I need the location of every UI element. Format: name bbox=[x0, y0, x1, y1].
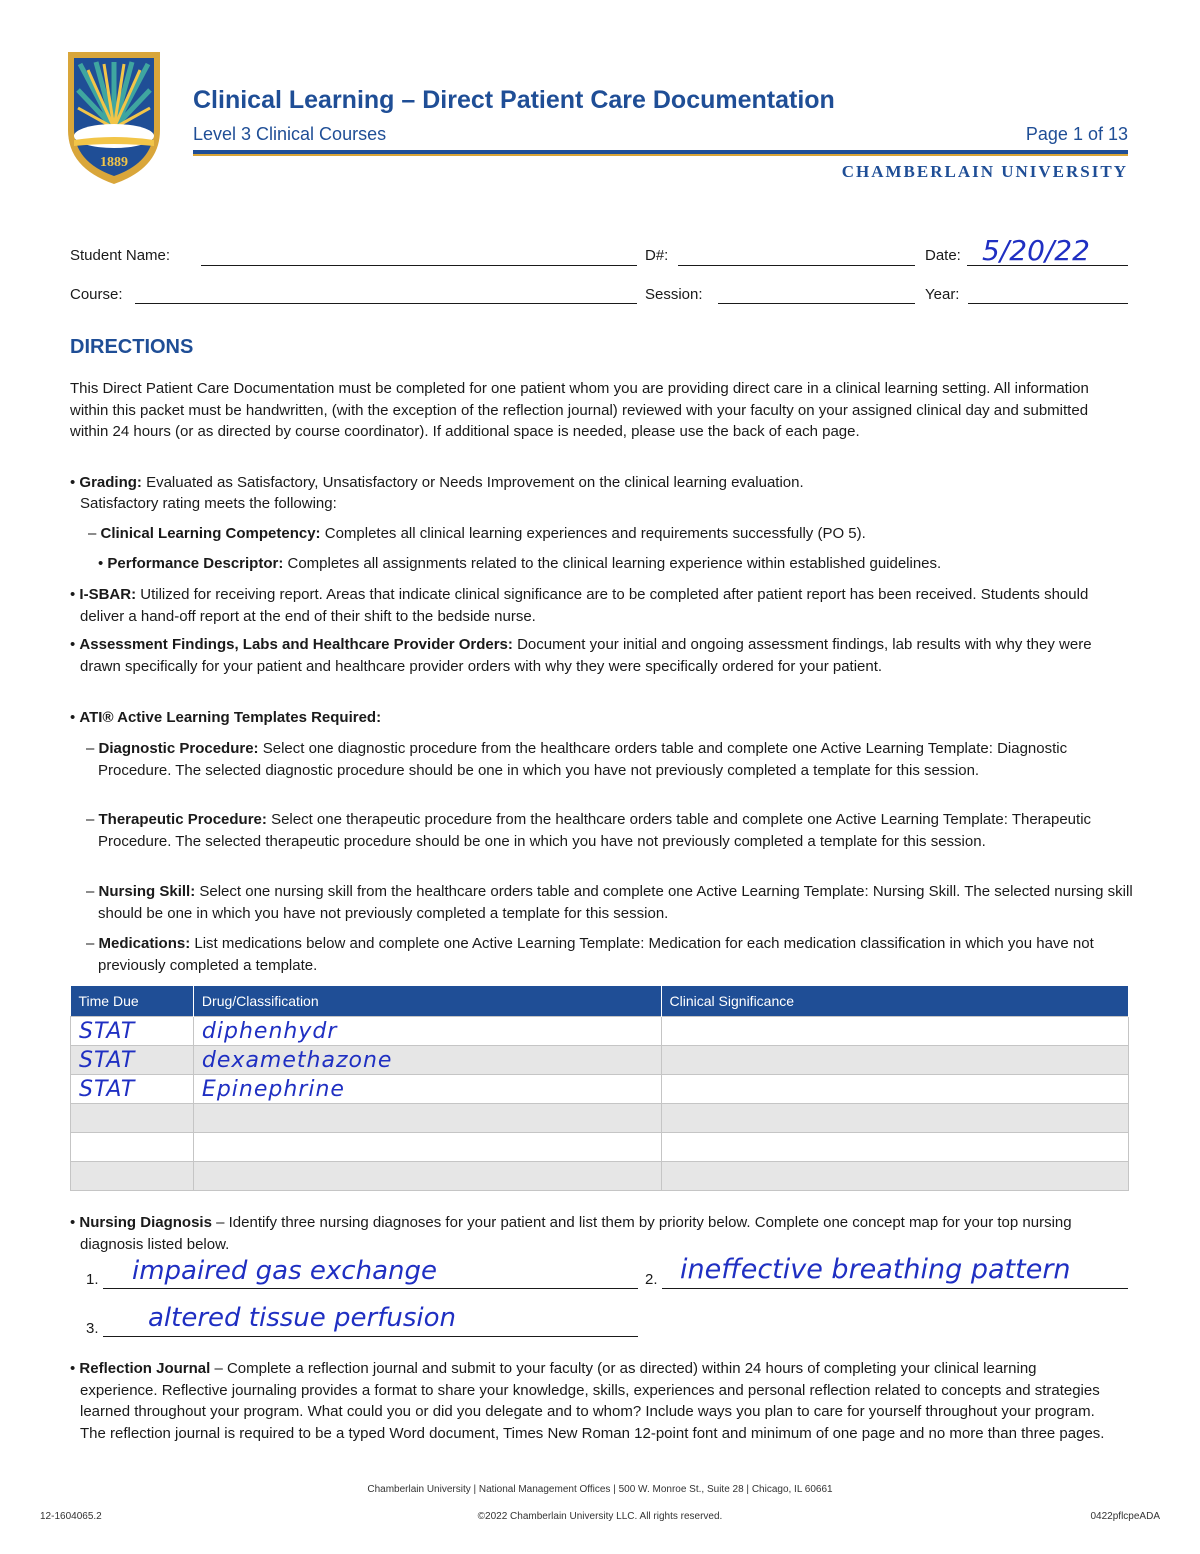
medication-table bbox=[70, 986, 1129, 1191]
diagnosis-2-value: ineffective breathing pattern bbox=[680, 1254, 1071, 1285]
diagnostic-text: Select one diagnostic procedure from the healthcare orders table and complete one Active Learning Template: Diagnostic Procedure. The selected diagnostic procedure should be one in which you have not previously completed a template for this session. bbox=[98, 740, 1068, 779]
table-row bbox=[71, 1133, 1129, 1162]
significance-cell[interactable] bbox=[661, 1017, 1128, 1046]
diagnosis-number-1: 1. bbox=[86, 1271, 99, 1288]
footer-copyright: ©2022 Chamberlain University LLC. All rights reserved. bbox=[477, 1511, 723, 1522]
session-label: Session: bbox=[645, 286, 703, 303]
diagnosis-3-value: altered tissue perfusion bbox=[148, 1303, 457, 1333]
significance-cell[interactable] bbox=[661, 1133, 1128, 1162]
table-row bbox=[71, 1075, 1129, 1104]
date-label: Date: bbox=[925, 247, 961, 264]
directions-heading: DIRECTIONS bbox=[70, 336, 194, 358]
table-header-row bbox=[71, 986, 1129, 1017]
d-number-label: D#: bbox=[645, 247, 669, 264]
diagnosis-1-value: impaired gas exchange bbox=[132, 1256, 437, 1286]
page-number: Page 1 of 13 bbox=[1025, 124, 1128, 144]
significance-cell[interactable] bbox=[661, 1075, 1128, 1104]
reflection-text: – Complete a reflection journal and submit to your faculty (or as directed) within 24 hours of completing your clinical learning experience. Reflective journaling provides a format to share your knowledge, skills, experiences and personal reflection related to concepts and strategies learned throughout your program. What could you or did you delegate and to whom? Include ways you plan to care for yourself throughout your program. The reflection journal is required to be a typed Word document, Times New Roman 12-point font and minimum of one page and no more than three pages. bbox=[80, 1360, 1105, 1442]
time-due-cell[interactable]: STAT bbox=[71, 1075, 194, 1104]
table-row bbox=[71, 1104, 1129, 1133]
course-field[interactable] bbox=[135, 303, 637, 304]
diagnostic-label: Diagnostic Procedure: bbox=[98, 740, 259, 757]
significance-cell[interactable] bbox=[661, 1046, 1128, 1075]
therapeutic-item: – Therapeutic Procedure: Select one therapeutic procedure from the healthcare orders table and complete one Active Learning Template: Therapeutic Procedure. The selected therapeutic procedure should be one in which you have not previously completed a template for this session. bbox=[86, 811, 1092, 850]
nursing-diagnosis-item: • Nursing Diagnosis – Identify three nursing diagnoses for your patient and list them by priority below. Complete one concept map for your top nursing diagnosis listed below. bbox=[70, 1214, 1072, 1253]
therapeutic-text: Select one therapeutic procedure from the healthcare orders table and complete one Active Learning Template: Therapeutic Procedure. The selected therapeutic procedure should be one in which you have not previously completed a template for this session. bbox=[98, 811, 1092, 850]
medications-item: – Medications: List medications below and complete one Active Learning Template: Medication for each medication classification in which you have not previously completed a template. bbox=[86, 935, 1094, 974]
d-number-field[interactable] bbox=[678, 265, 915, 266]
col-header-drug: Drug/Classification bbox=[193, 986, 661, 1017]
significance-cell[interactable] bbox=[661, 1162, 1128, 1191]
significance-cell[interactable] bbox=[661, 1104, 1128, 1133]
logo-year: 1889 bbox=[100, 155, 128, 170]
nursing-diagnosis-label: Nursing Diagnosis bbox=[79, 1214, 212, 1231]
time-due-cell[interactable]: STAT bbox=[71, 1017, 194, 1046]
footer-code: 12-1604065.2 bbox=[40, 1511, 102, 1522]
university-wordmark: CHAMBERLAIN UNIVERSITY bbox=[841, 162, 1128, 181]
course-label: Course: bbox=[70, 286, 123, 303]
medications-label: Medications: bbox=[98, 935, 191, 952]
therapeutic-label: Therapeutic Procedure: bbox=[98, 811, 267, 828]
isbar-label: I-SBAR: bbox=[79, 586, 137, 603]
drug-cell[interactable]: diphenhydr bbox=[193, 1017, 661, 1046]
isbar-item: • I-SBAR: Utilized for receiving report. Areas that indicate clinical significance are to be completed after patient report has been received. Students should deliver a hand-off report at the end of their shift to the bedside nurse. bbox=[70, 586, 1089, 625]
reflection-label: Reflection Journal bbox=[79, 1360, 211, 1377]
footer-address: Chamberlain University | National Management Offices | 500 W. Monroe St., Suite 28 | Chicago, IL 60661 bbox=[367, 1484, 833, 1495]
time-due-cell[interactable] bbox=[71, 1162, 194, 1191]
medications-text: List medications below and complete one Active Learning Template: Medication for each medication classification in which you have not previously completed a template. bbox=[98, 935, 1094, 974]
nursing-diagnosis-text: – Identify three nursing diagnoses for your patient and list them by priority below. Complete one concept map for your top nursing diagnosis listed below. bbox=[80, 1214, 1072, 1253]
year-label: Year: bbox=[925, 286, 960, 303]
assessment-text: Document your initial and ongoing assessment findings, lab results with why they were drawn specifically for your patient and healthcare provider orders with why they were specifically ordered for your patient. bbox=[80, 636, 1092, 675]
chamberlain-shield-logo bbox=[66, 50, 162, 186]
directions-intro: This Direct Patient Care Documentation must be completed for one patient whom you are providing direct care in a clinical learning setting. All information within this packet must be handwritten, (with the exception of the reflection journal) reviewed with your faculty on your assigned clinical day and submitted within 24 hours (or as directed by course coordinator). If additional space is needed, please use the back of each page. bbox=[70, 380, 1089, 440]
diagnosis-number-3: 3. bbox=[86, 1320, 99, 1337]
col-header-significance: Clinical Significance bbox=[661, 986, 1128, 1017]
nursing-skill-label: Nursing Skill: bbox=[98, 883, 196, 900]
drug-cell[interactable]: Epinephrine bbox=[193, 1075, 661, 1104]
assessment-item: • Assessment Findings, Labs and Healthcare Provider Orders: Document your initial and ongoing assessment findings, lab results with why they were drawn specifically for your patient and healthcare provider orders with why they were specifically ordered for your patient. bbox=[70, 636, 1092, 675]
page-title: Clinical Learning – Direct Patient Care Documentation bbox=[193, 86, 835, 114]
grading-text-2: Satisfactory rating meets the following: bbox=[80, 495, 337, 512]
nursing-skill-text: Select one nursing skill from the healthcare orders table and complete one Active Learning Template: Nursing Skill. The selected nursing skill should be one in which you have not previously completed a template for this session. bbox=[98, 883, 1133, 922]
session-field[interactable] bbox=[718, 303, 915, 304]
reflection-journal-item: • Reflection Journal – Complete a reflection journal and submit to your faculty (or as directed) within 24 hours of completing your clinical learning experience. Reflective journaling provides a format to share your knowledge, skills, experiences and personal reflection related to concepts and strategies learned throughout your program. What could you or did you delegate and to whom? Include ways you plan to care for yourself throughout your program. The reflection journal is required to be a typed Word document, Times New Roman 12-point font and minimum of one page and no more than three pages. bbox=[70, 1360, 1105, 1442]
diagnosis-2-line[interactable] bbox=[662, 1288, 1128, 1289]
student-name-field[interactable] bbox=[201, 265, 637, 266]
date-value: 5/20/22 bbox=[982, 234, 1090, 267]
descriptor-label: Performance Descriptor: bbox=[107, 555, 284, 572]
descriptor-item: • Performance Descriptor: Completes all assignments related to the clinical learning experience within established guidelines. bbox=[98, 555, 942, 572]
descriptor-text: Completes all assignments related to the clinical learning experience within established guidelines. bbox=[283, 555, 942, 572]
isbar-text: Utilized for receiving report. Areas that indicate clinical significance are to be completed after patient report has been received. Students should deliver a hand-off report at the end of their shift to the bedside nurse. bbox=[80, 586, 1089, 625]
competency-label: Clinical Learning Competency: bbox=[100, 525, 321, 542]
footer-form-id: 0422pflcpeADA bbox=[1090, 1511, 1160, 1522]
time-due-cell[interactable] bbox=[71, 1133, 194, 1162]
year-field[interactable] bbox=[968, 303, 1128, 304]
time-due-cell[interactable]: STAT bbox=[71, 1046, 194, 1075]
student-name-label: Student Name: bbox=[70, 247, 171, 264]
nursing-skill-item: – Nursing Skill: Select one nursing skill from the healthcare orders table and complete one Active Learning Template: Nursing Skill. The selected nursing skill should be one in which you have not previously completed a template for this session. bbox=[86, 883, 1133, 922]
grading-text: Evaluated as Satisfactory, Unsatisfactory or Needs Improvement on the clinical learning evaluation. bbox=[141, 474, 804, 491]
grading-item: • Grading: Evaluated as Satisfactory, Unsatisfactory or Needs Improvement on the clinical learning evaluation. bbox=[70, 474, 804, 491]
table-row bbox=[71, 1017, 1129, 1046]
diagnostic-item: – Diagnostic Procedure: Select one diagnostic procedure from the healthcare orders table and complete one Active Learning Template: Diagnostic Procedure. The selected diagnostic procedure should be one in which you have not previously completed a template for this session. bbox=[86, 740, 1068, 779]
drug-cell[interactable]: dexamethazone bbox=[193, 1046, 661, 1075]
diagnosis-3-line[interactable] bbox=[103, 1336, 638, 1337]
drug-cell[interactable] bbox=[193, 1162, 661, 1191]
col-header-time-due: Time Due bbox=[71, 986, 194, 1017]
drug-cell[interactable] bbox=[193, 1104, 661, 1133]
assessment-label: Assessment Findings, Labs and Healthcare Provider Orders: bbox=[79, 636, 513, 653]
drug-cell[interactable] bbox=[193, 1133, 661, 1162]
diagnosis-number-2: 2. bbox=[645, 1271, 658, 1288]
ati-item: • ATI® Active Learning Templates Required: bbox=[70, 709, 382, 726]
table-row bbox=[71, 1162, 1129, 1191]
ati-label: ATI® Active Learning Templates Required: bbox=[79, 709, 382, 726]
table-row bbox=[71, 1046, 1129, 1075]
time-due-cell[interactable] bbox=[71, 1104, 194, 1133]
page-subtitle: Level 3 Clinical Courses bbox=[193, 124, 387, 144]
competency-item: – Clinical Learning Competency: Completes all clinical learning experiences and requirements successfully (PO 5). bbox=[88, 525, 866, 542]
grading-label: Grading: bbox=[79, 474, 142, 491]
header-rule-gold bbox=[193, 154, 1128, 156]
competency-text: Completes all clinical learning experiences and requirements successfully (PO 5). bbox=[320, 525, 866, 542]
diagnosis-1-line[interactable] bbox=[103, 1288, 638, 1289]
